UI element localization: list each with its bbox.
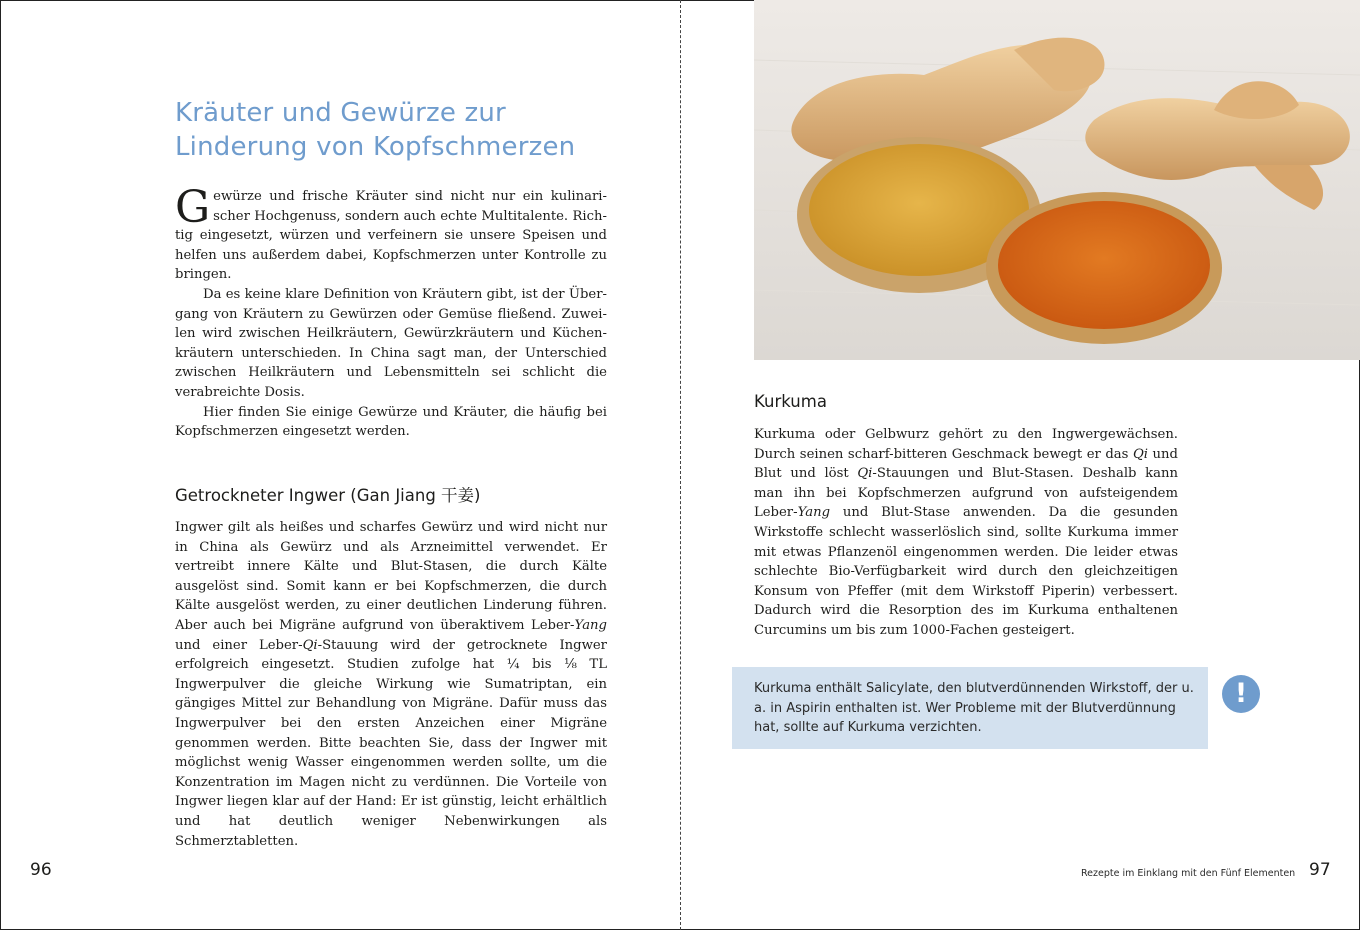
ingwer-paragraph — [175, 518, 607, 851]
page-number-left: 96 — [30, 860, 52, 880]
ingwer-text — [175, 518, 607, 851]
ingwer-yang-term: Yang — [574, 617, 607, 633]
section-heading-kurkuma: Kurkuma — [754, 392, 827, 411]
kurkuma-paragraph — [754, 425, 1178, 641]
title-line-2: Linderung von Kopfschmerzen — [175, 132, 576, 162]
title-line-1: Kräuter und Gewürze zur — [175, 98, 506, 128]
ingwer-text-part: Ingwer gilt als heißes und scharfes Gewürz und wird nicht nur in China als Gewürz und als Arzneimittel verwendet. Er vertreibt innere Kälte und Blut-Stasen, die durch Kälte ausgelöst sind. Somit kann er bei Kopfschmerzen, die durch Kälte ausgelöst werden, zu einer deutlichen Linderung führen. Aber auch bei Migräne aufgrund von überaktivem Leber- — [175, 520, 607, 633]
drop-cap: G — [175, 182, 211, 233]
kurkuma-qi-term: Qi — [1132, 446, 1149, 462]
kurkuma-text-part: und Blut-Stase anwenden. Da die gesunden Wirkstoffe schlecht wasserlöslich sind, sollte Kurkuma immer mit etwas Pflanzenöl eingenommen werden. Die leider etwas schlechte Bio-Verfügbarkeit wird durch den gleichzeitigen Konsum von Pfeffer (mit dem Wirkstoff Piperin) verbessert. Dadurch wird die Resorption des im Kurkuma enthaltenen Curcumins um bis zum 1000-Fachen gesteigert. — [754, 505, 1178, 638]
kurkuma-text-part: Kurkuma oder Gelbwurz gehört zu den Ingwergewächsen. Durch seinen scharf-bitteren Geschmack bewegt er das — [754, 427, 1178, 462]
ingwer-qi-term: Qi — [302, 637, 318, 653]
intro-paragraph-1 — [175, 182, 607, 285]
running-footer: Rezepte im Einklang mit den Fünf Elementen — [1081, 868, 1296, 879]
kurkuma-text-part: und Blut und löst — [754, 446, 1178, 482]
kurkuma-qi-term: Qi — [857, 466, 873, 482]
ingwer-text-part: -Stauung wird der getrocknete Ingwer erfolgreich eingesetzt. Studien zufolge hat ¼ bis ⅛ TL Ingwerpulver die gleiche Wirkung wie Sumatriptan, ein gängiges Mittel zur Behandlung von Migräne. Dafür muss das Ingwerpulver bei den ersten Anzeichen einer Migräne genommen werden. Bitte beachten Sie, dass der Ingwer mit möglichst wenig Wasser eingenommen werden sollte, um die Konzentration im Magen nicht zu verdünnen. Die Vorteile von Ingwer liegen klar auf der Hand: Er ist günstig, leicht erhältlich und hat deutlich weniger Nebenwirkungen als Schmerztabletten. — [175, 637, 607, 849]
page-number-right: 97 — [1309, 860, 1331, 880]
right-page — [681, 0, 1360, 930]
info-note-text: Kurkuma enthält Salicylate, den blutverdünnenden Wirkstoff, der u. a. in Aspirin enthalten ist. Wer Probleme mit der Blutverdünnung hat, sollte auf Kurkuma verzichten. — [754, 681, 1194, 735]
intro-paragraph-3: Hier finden Sie einige Gewürze und Kräuter, die häufig bei Kopfschmerzen eingesetzt werden. — [175, 404, 607, 440]
section-heading-ingwer: Getrockneter Ingwer (Gan Jiang 干姜) — [175, 486, 481, 505]
kurkuma-text-part: -Stauungen und Blut-Stasen. Deshalb kann man ihn bei Kopfschmerzen aufgrund von aufsteigendem Leber- — [754, 466, 1178, 521]
intro-paragraph-1-text: ewürze und frische Kräuter sind nicht nur ein kulinarischer Hochgenuss, sondern auch echte Multitalente. Richtig eingesetzt, würzen und verfeinern sie unsere Speisen und helfen uns außerdem dabei, Kopfschmerzen unter Kontrolle zu bringen. — [175, 189, 607, 283]
exclamation-icon: ! — [1222, 675, 1260, 713]
intro-text — [175, 182, 607, 442]
ingwer-text-part: und einer Leber- — [175, 637, 303, 653]
info-note-box — [732, 667, 1208, 749]
page-title — [175, 96, 635, 164]
kurkuma-yang-term: Yang — [797, 505, 831, 521]
ginger-turmeric-photo — [754, 0, 1360, 360]
intro-paragraph-2: Da es keine klare Definition von Kräutern gibt, ist der Übergang von Kräutern zu Gewürzen oder Gemüse fließend. Zuweilen wird zwischen Heilkräutern, Gewürzkräutern und Küchenkräutern unterschieden. In China sagt man, der Unterschied zwischen Heilkräutern und Lebensmitteln sei schlicht die verabreichte Dosis. — [175, 286, 607, 400]
